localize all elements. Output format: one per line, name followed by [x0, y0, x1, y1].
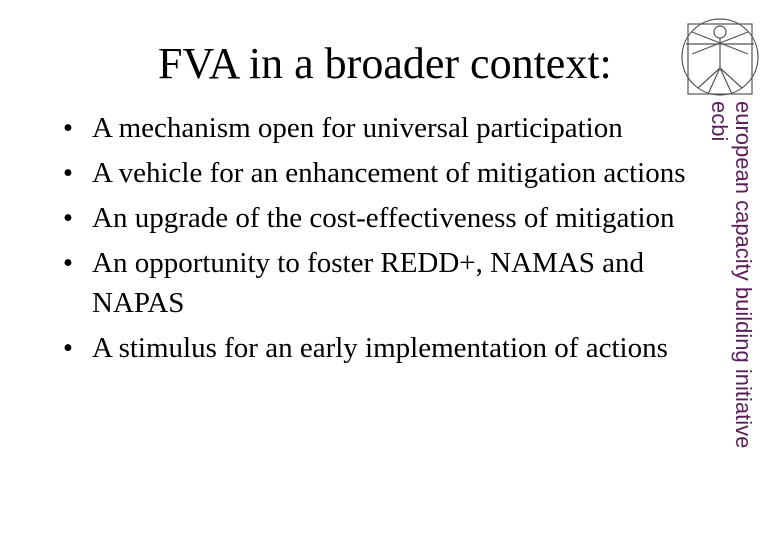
bullet-item — [58, 243, 718, 323]
bullet-text: A mechanism open for universal participation — [92, 112, 623, 144]
bullet-text: A stimulus for an early implementation of actions — [92, 332, 668, 364]
bullet-text: An opportunity to foster REDD+, NAMAS and NAPAS — [92, 247, 645, 319]
bullet-icon: • — [62, 247, 74, 279]
bullet-item — [58, 108, 718, 148]
bullet-text: An upgrade of the cost-effectiveness of mitigation — [92, 202, 675, 234]
bullet-icon: • — [62, 202, 74, 234]
sidebar-text — [695, 101, 755, 521]
bullet-item — [58, 153, 718, 193]
bullet-icon: • — [62, 332, 74, 364]
sidebar-org-name: european capacity building initiative — [731, 101, 756, 449]
bullet-item — [58, 328, 718, 368]
slide-title: FVA in a broader context: — [158, 39, 612, 88]
sidebar-org-acronym: ecbi — [707, 101, 732, 142]
sidebar-branding — [697, 101, 757, 521]
vitruvian-man-icon — [678, 14, 762, 100]
bullet-text: A vehicle for an enhancement of mitigation actions — [92, 157, 686, 189]
bullet-icon: • — [62, 157, 74, 189]
bullet-item — [58, 198, 718, 238]
bullet-icon: • — [62, 112, 74, 144]
bullet-list — [58, 108, 718, 373]
